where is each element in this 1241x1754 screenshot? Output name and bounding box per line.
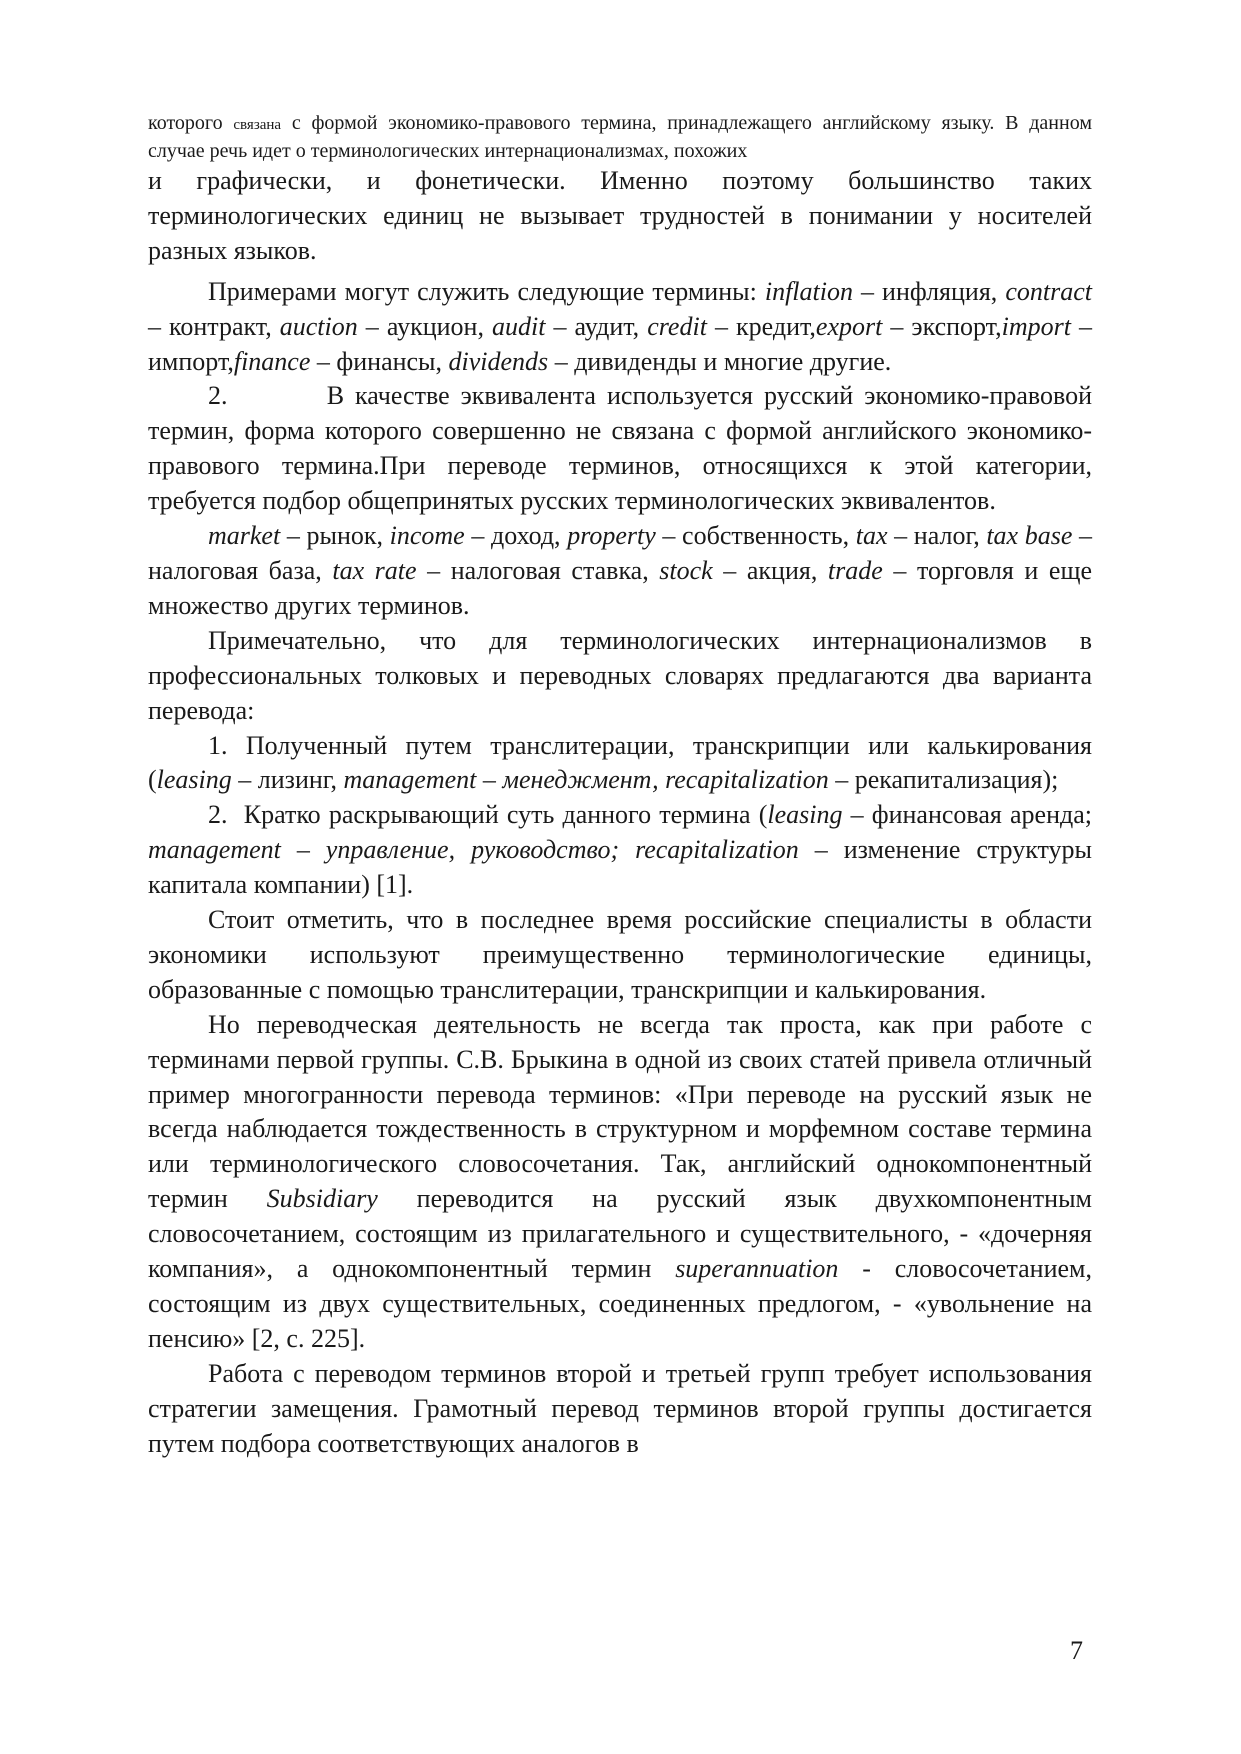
text: – финансовая аренда; — [842, 800, 1092, 830]
paragraph-1-opening — [148, 110, 1092, 164]
term: management – управление, руководство; recapitalization — [148, 835, 799, 865]
text: – контракт, — [148, 311, 280, 341]
term: contract — [1005, 276, 1092, 306]
paragraph-russian-specialists: Стоит отметить, что в последнее время российские специалисты в области экономики используют преимущественно терминологические единицы, образованные с помощью транслитерации, транскрипции и калькирования. — [148, 905, 1092, 1004]
paragraph-1-text-b: с формой экономико-правового термина, принадлежащего английскому языку. В данном случае речь идет о терминологических интернационализмах, похожих — [148, 112, 1092, 162]
term: leasing — [156, 765, 232, 795]
term: property — [567, 521, 656, 551]
page-body — [148, 110, 1092, 1462]
paragraph-point-2: 2. В качестве эквивалента используется русский экономико-правовой термин, форма которого совершенно не связана с формой английского экономико-правового термина.При переводе терминов, относящихся к этой категории, требуется подбор общепринятых русских терминологических эквивалентов. — [148, 381, 1092, 516]
paragraph-examples-2 — [148, 519, 1092, 624]
term: management – менеджмент, recapitalization — [343, 765, 829, 795]
paragraph-brykina-quote — [148, 1008, 1092, 1357]
term: import — [1001, 311, 1071, 341]
text: 1. Полученный путем транслитерации, транскрипции или калькирования ( — [148, 730, 1092, 795]
text: – дивиденды и многие другие. — [548, 346, 892, 376]
paragraph-variant-1 — [148, 729, 1092, 799]
text: 2. Кратко раскрывающий суть данного термина ( — [208, 800, 768, 830]
term: market — [208, 521, 281, 551]
term: tax base — [986, 521, 1073, 551]
text: – рекапитализация); — [828, 765, 1059, 795]
text: – аудит, — [545, 311, 648, 341]
text: – рынок, — [280, 521, 390, 551]
term: tax rate — [332, 555, 417, 585]
term: export — [815, 311, 883, 341]
text: – лизинг, — [231, 765, 344, 795]
text: переводится на русский язык двухкомпонентным словосочетанием, состоящим из прилагательного и существительного, - «дочерняя компания», а однокомпонентный термин — [148, 1184, 1092, 1284]
term: inflation — [764, 276, 853, 306]
text: – торговля и еще множество других терминов. — [148, 555, 1093, 620]
text: – экспорт, — [882, 311, 1002, 341]
text: – акция, — [712, 555, 828, 585]
text: – доход, — [464, 521, 568, 551]
text: – налог, — [887, 521, 987, 551]
paragraph-dictionaries: Примечательно, что для терминологических интернационализмов в профессиональных толковых и переводных словарях предлагаются два варианта перевода: — [148, 625, 1092, 725]
paragraph-variant-2 — [148, 798, 1092, 903]
page-number: 7 — [1070, 1636, 1083, 1665]
text: – кредит, — [706, 311, 816, 341]
paragraph-substitution-strategy: Работа с переводом терминов второй и третьей групп требует использования стратегии замещения. Грамотный перевод терминов второй группы достигается путем подбора соответствующих аналогов в — [148, 1358, 1092, 1458]
term: superannuation — [675, 1254, 839, 1284]
paragraph-1-small-word: связана — [233, 117, 282, 133]
term: trade — [827, 555, 883, 585]
paragraph-examples-1 — [148, 275, 1092, 380]
term: credit — [647, 311, 707, 341]
text: – изменение структуры капитала компании) [1]. — [148, 835, 1092, 900]
text: – финансы, — [310, 346, 449, 376]
term: audit — [492, 311, 546, 341]
term: leasing — [767, 800, 843, 830]
text: – собственность, — [655, 521, 856, 551]
text: – импорт, — [148, 311, 1092, 376]
text: – налоговая ставка, — [416, 555, 660, 585]
text: – аукцион, — [357, 311, 492, 341]
term: auction — [279, 311, 358, 341]
text: Но переводческая деятельность не всегда так проста, как при работе с терминами первой группы. С.В. Брыкина в одной из своих статей привела отличный пример многогранности перевода терминов: «При переводе на русский язык не всегда наблюдается тождественность в структурном и морфемном составе термина или терминологического словосочетания. Так, английский однокомпонентный термин — [148, 1009, 1092, 1214]
term: stock — [659, 555, 713, 585]
term: dividends — [448, 346, 549, 376]
text: – налоговая база, — [148, 521, 1093, 585]
term: income — [389, 521, 465, 551]
paragraph-1-text-a: которого — [148, 112, 234, 134]
text: - словосочетанием, состоящим из двух существительных, соединенных предлогом, - «увольнение на пенсию» [2, с. 225]. — [148, 1254, 1092, 1353]
paragraph-1-rest: и графически, и фонетически. Именно поэтому большинство таких терминологических единиц не вызывает трудностей в понимании у носителей разных языков. — [148, 166, 1092, 265]
term: tax — [855, 521, 888, 551]
text: Примерами могут служить следующие термины: — [208, 276, 765, 306]
text: – инфляция, — [852, 276, 1006, 306]
term: Subsidiary — [266, 1184, 378, 1214]
term: finance — [233, 346, 311, 376]
